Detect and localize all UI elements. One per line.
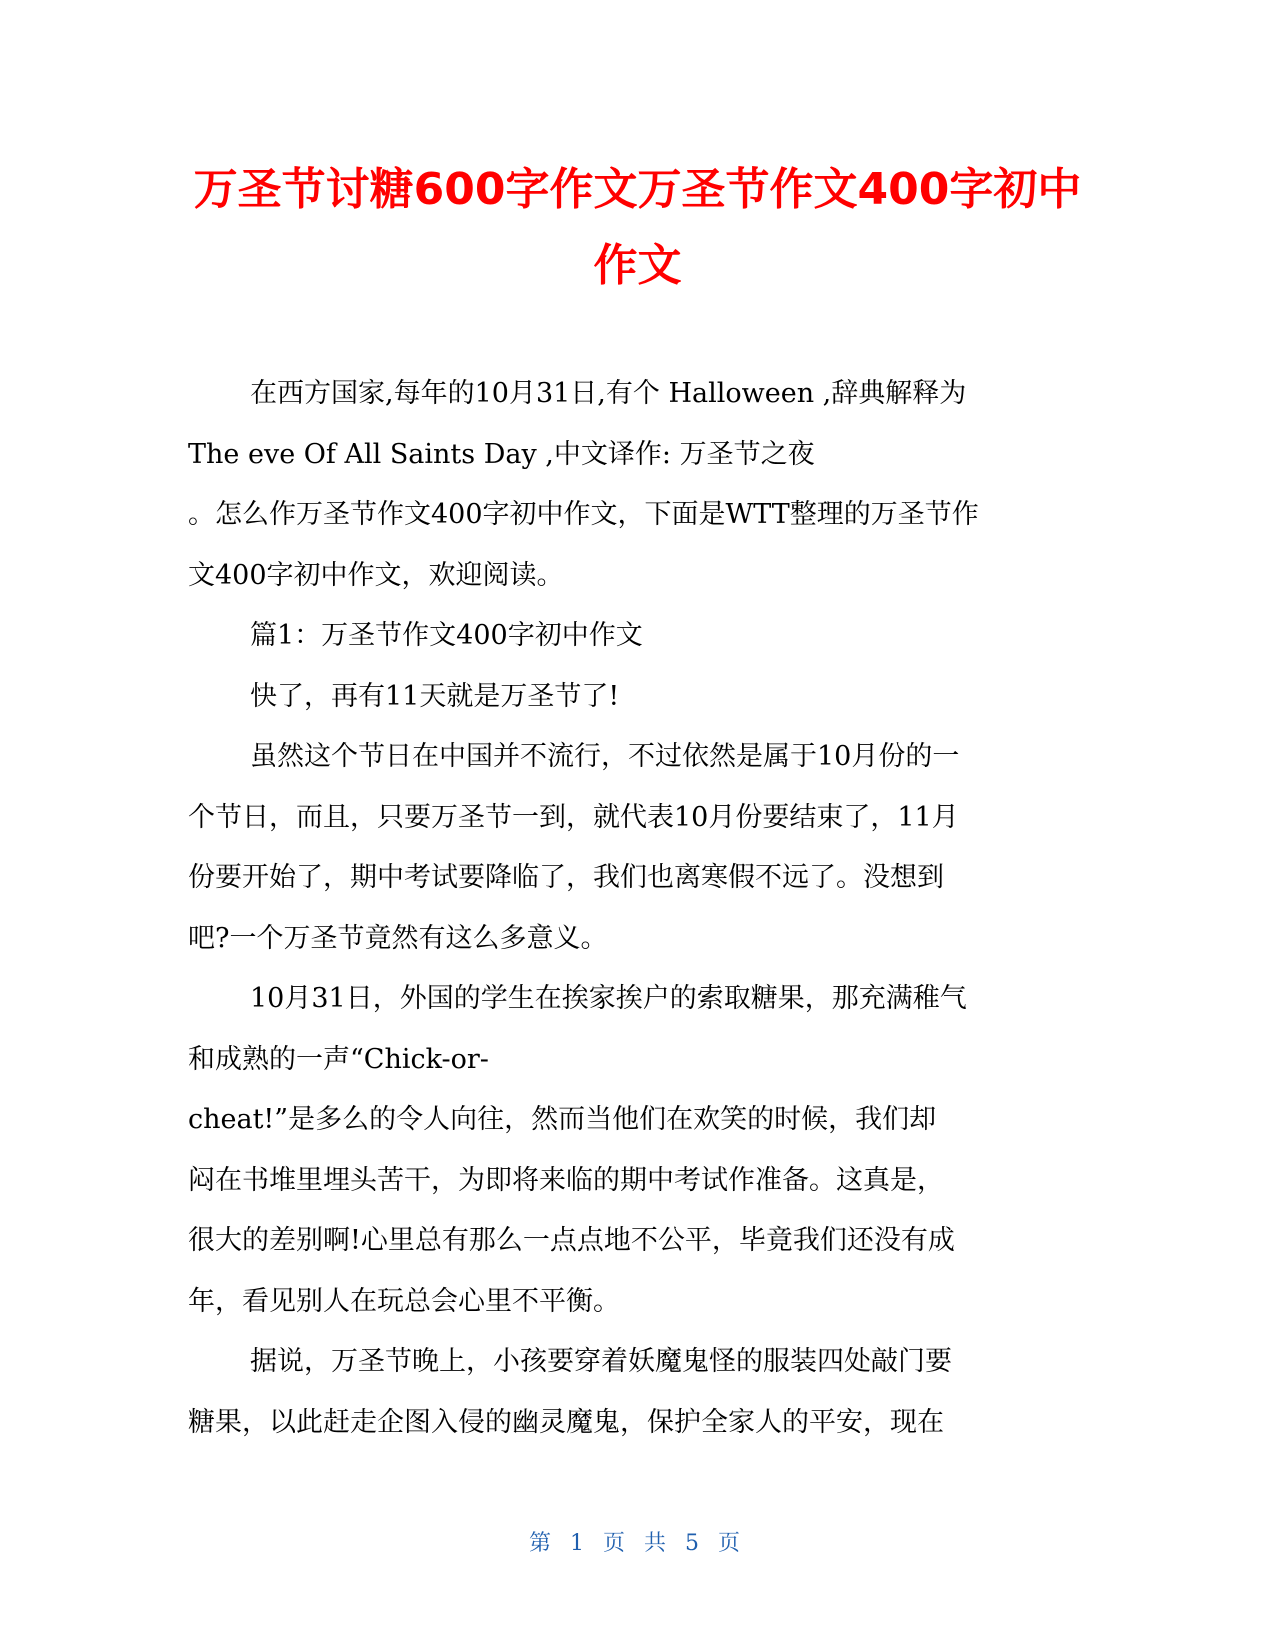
footer-page-label: 第 [528,1531,557,1556]
body-line: 年，看见别人在玩总会心里不平衡。 [188,1285,620,1317]
body-line: 虽然这个节日在中国并不流行，不过依然是属于10月份的一 [250,741,960,772]
body-line: The eve Of All Saints Day ,中文译作: 万圣节之夜 [188,438,815,470]
footer-page-unit: 页 [602,1531,631,1556]
body-line: 据说，万圣节晚上，小孩要穿着妖魔鬼怪的服装四处敲门要 [250,1346,952,1377]
body-line: 快了，再有11天就是万圣节了! [250,680,620,712]
page-footer [0,1526,1275,1557]
footer-total-unit: 页 [718,1531,747,1556]
body-line: 闷在书堆里埋头苦干，为即将来临的期中考试作准备。这真是， [188,1164,944,1196]
body-line: 糖果，以此赶走企图入侵的幽灵魔鬼，保护全家人的平安，现在 [188,1406,944,1438]
body-line: 篇1：万圣节作文400字初中作文 [250,620,643,651]
body-line: cheat!”是多么的令人向往，然而当他们在欢笑的时候，我们却 [188,1104,937,1135]
document-title [150,152,1125,304]
document-body [188,364,1078,1453]
body-line: 很大的差别啊!心里总有那么一点点地不公平，毕竟我们还没有成 [188,1225,955,1256]
body-line: 吧?一个万圣节竟然有这么多意义。 [188,922,608,954]
body-line: 和成熟的一声“Chick-or- [188,1043,489,1075]
footer-current-page: 1 [569,1531,590,1556]
footer-total-pages: 5 [685,1531,706,1556]
title-line-1: 万圣节讨糖600字作文万圣节作文400字初中 [193,164,1082,215]
title-line-2: 作文 [593,240,682,291]
body-line: 个节日，而且，只要万圣节一到，就代表10月份要结束了，11月 [188,801,959,833]
body-line: 在西方国家,每年的10月31日,有个 Halloween ,辞典解释为 [250,378,967,409]
footer-total-label: 共 [644,1531,673,1556]
body-line: 10月31日，外国的学生在挨家挨户的索取糖果，那充满稚气 [250,983,967,1014]
body-line: 文400字初中作文，欢迎阅读。 [188,559,564,591]
body-line: 。怎么作万圣节作文400字初中作文，下面是WTT整理的万圣节作 [188,499,979,530]
body-line: 份要开始了，期中考试要降临了，我们也离寒假不远了。没想到 [188,862,944,893]
